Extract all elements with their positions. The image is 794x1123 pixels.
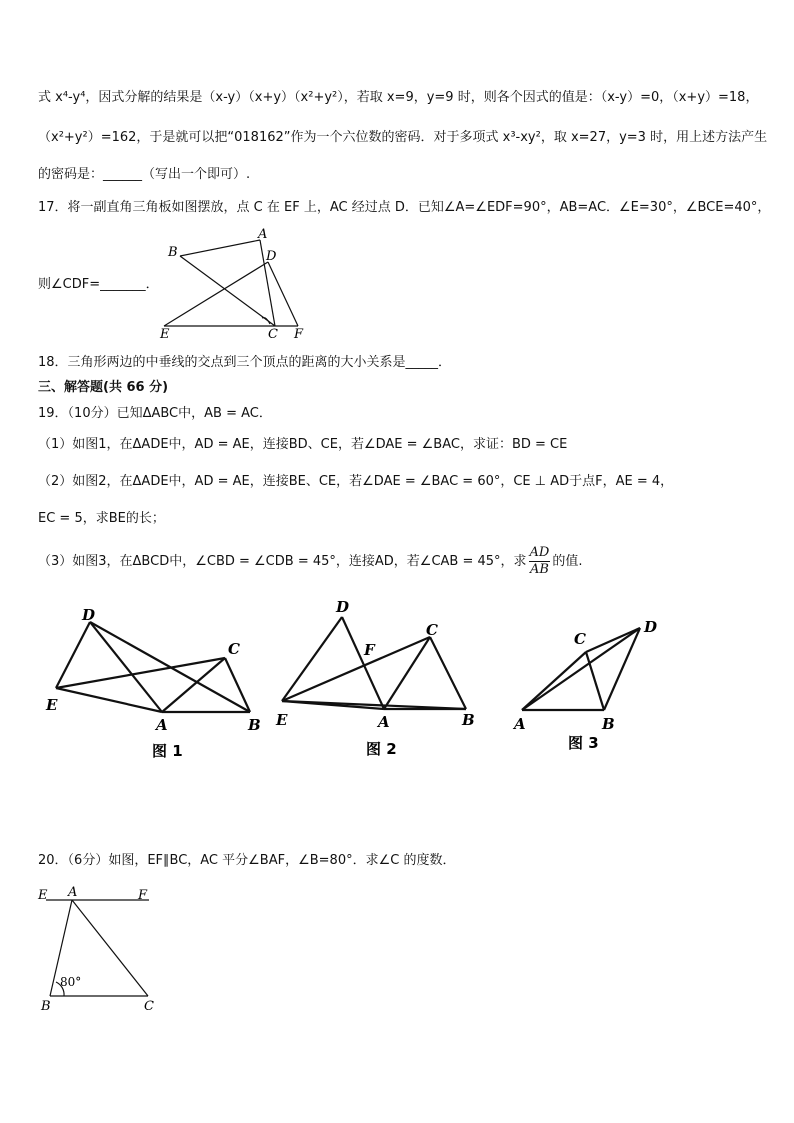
fig2-label-E: E xyxy=(276,711,288,729)
problem-17-line-1: 17．将一副直角三角板如图摆放，点 C 在 EF 上，AC 经过点 D．已知∠A=∠EDF=90°，AB=AC．∠E=30°，∠BCE=40°， xyxy=(38,200,771,215)
p20-label-F: F xyxy=(138,888,148,903)
problem-17-figure xyxy=(150,228,320,343)
problem-19-part-2-cont: EC = 5，求BE的长； xyxy=(38,511,165,526)
fig1-label-C: C xyxy=(228,640,240,658)
p20-label-B: B xyxy=(41,999,51,1014)
figure-3 xyxy=(508,612,668,752)
fig3-label-D: D xyxy=(644,618,658,636)
section-heading: 三、解答题(共 66 分) xyxy=(38,380,169,395)
label-D: D xyxy=(266,249,277,264)
problem-17-line-2: 则∠CDF=_______． xyxy=(38,277,159,292)
fig3-label-B: B xyxy=(602,715,615,733)
fig2-label-F: F xyxy=(364,641,375,659)
problem-19-part-3-text: （3）如图3，在ΔBCD中，∠CBD = ∠CDB = 45°，连接AD，若∠CAB = 45°，求 xyxy=(38,554,527,569)
p20-label-C: C xyxy=(144,999,154,1014)
problem-20-figure xyxy=(34,880,169,1015)
label-E: E xyxy=(160,327,170,342)
label-C: C xyxy=(268,327,278,342)
label-A: A xyxy=(258,228,268,242)
problem-19-part-3-end: 的值. xyxy=(552,554,583,569)
problem-19-part-2: （2）如图2，在ΔADE中，AD = AE，连接BE、CE，若∠DAE = ∠BAC = 60°，CE ⊥ AD于点F，AE = 4， xyxy=(38,474,674,489)
p20-label-A: A xyxy=(68,885,78,900)
fig2-label-A: A xyxy=(378,713,390,731)
label-F: F xyxy=(294,327,304,342)
label-B: B xyxy=(168,245,178,260)
problem-19-line-1: 19．（10分）已知ΔABC中，AB = AC． xyxy=(38,406,272,421)
fig1-label-A: A xyxy=(156,716,168,734)
fig1-label-D: D xyxy=(82,606,96,624)
fig3-label-C: C xyxy=(574,630,586,648)
fig3-caption: 图 3 xyxy=(568,734,599,752)
fig1-label-B: B xyxy=(248,716,261,734)
problem-18-line: 18．三角形两边的中垂线的交点到三个顶点的距离的大小关系是_____． xyxy=(38,355,452,370)
fig1-label-E: E xyxy=(46,696,58,714)
p20-label-E: E xyxy=(38,888,48,903)
problem-16-line-2: （x²+y²）=162，于是就可以把“018162”作为一个六位数的密码．对于多项式 x³-xy²，取 x=27，y=3 时，用上述方法产生 xyxy=(38,130,768,145)
fig2-label-B: B xyxy=(462,711,475,729)
problem-16-line-3: 的密码是：______（写出一个即可）. xyxy=(38,167,251,182)
fraction-denominator: AB xyxy=(529,562,549,577)
figure-1 xyxy=(40,600,270,765)
fig3-label-A: A xyxy=(514,715,526,733)
fraction-numerator: AD xyxy=(529,545,550,560)
problem-16-line-1: 式 x⁴-y⁴，因式分解的结果是（x-y）（x+y）（x²+y²），若取 x=9，y=9 时，则各个因式的值是：（x-y）=0，（x+y）=18， xyxy=(38,90,759,105)
fraction-ad-ab xyxy=(529,545,551,578)
problem-19-part-1: （1）如图1，在ΔADE中，AD = AE，连接BD、CE，若∠DAE = ∠BAC，求证：BD = CE xyxy=(38,437,568,452)
fig1-caption: 图 1 xyxy=(152,742,183,760)
problem-19-part-3 xyxy=(38,545,583,578)
p20-angle-label: 80° xyxy=(60,975,82,989)
fig2-caption: 图 2 xyxy=(366,740,397,758)
problem-20-line: 20．（6分）如图，EF∥BC，AC 平分∠BAF，∠B=80°．求∠C 的度数． xyxy=(38,853,456,868)
figure-2 xyxy=(272,595,487,765)
fig2-label-D: D xyxy=(336,598,350,616)
fig2-label-C: C xyxy=(426,621,438,639)
